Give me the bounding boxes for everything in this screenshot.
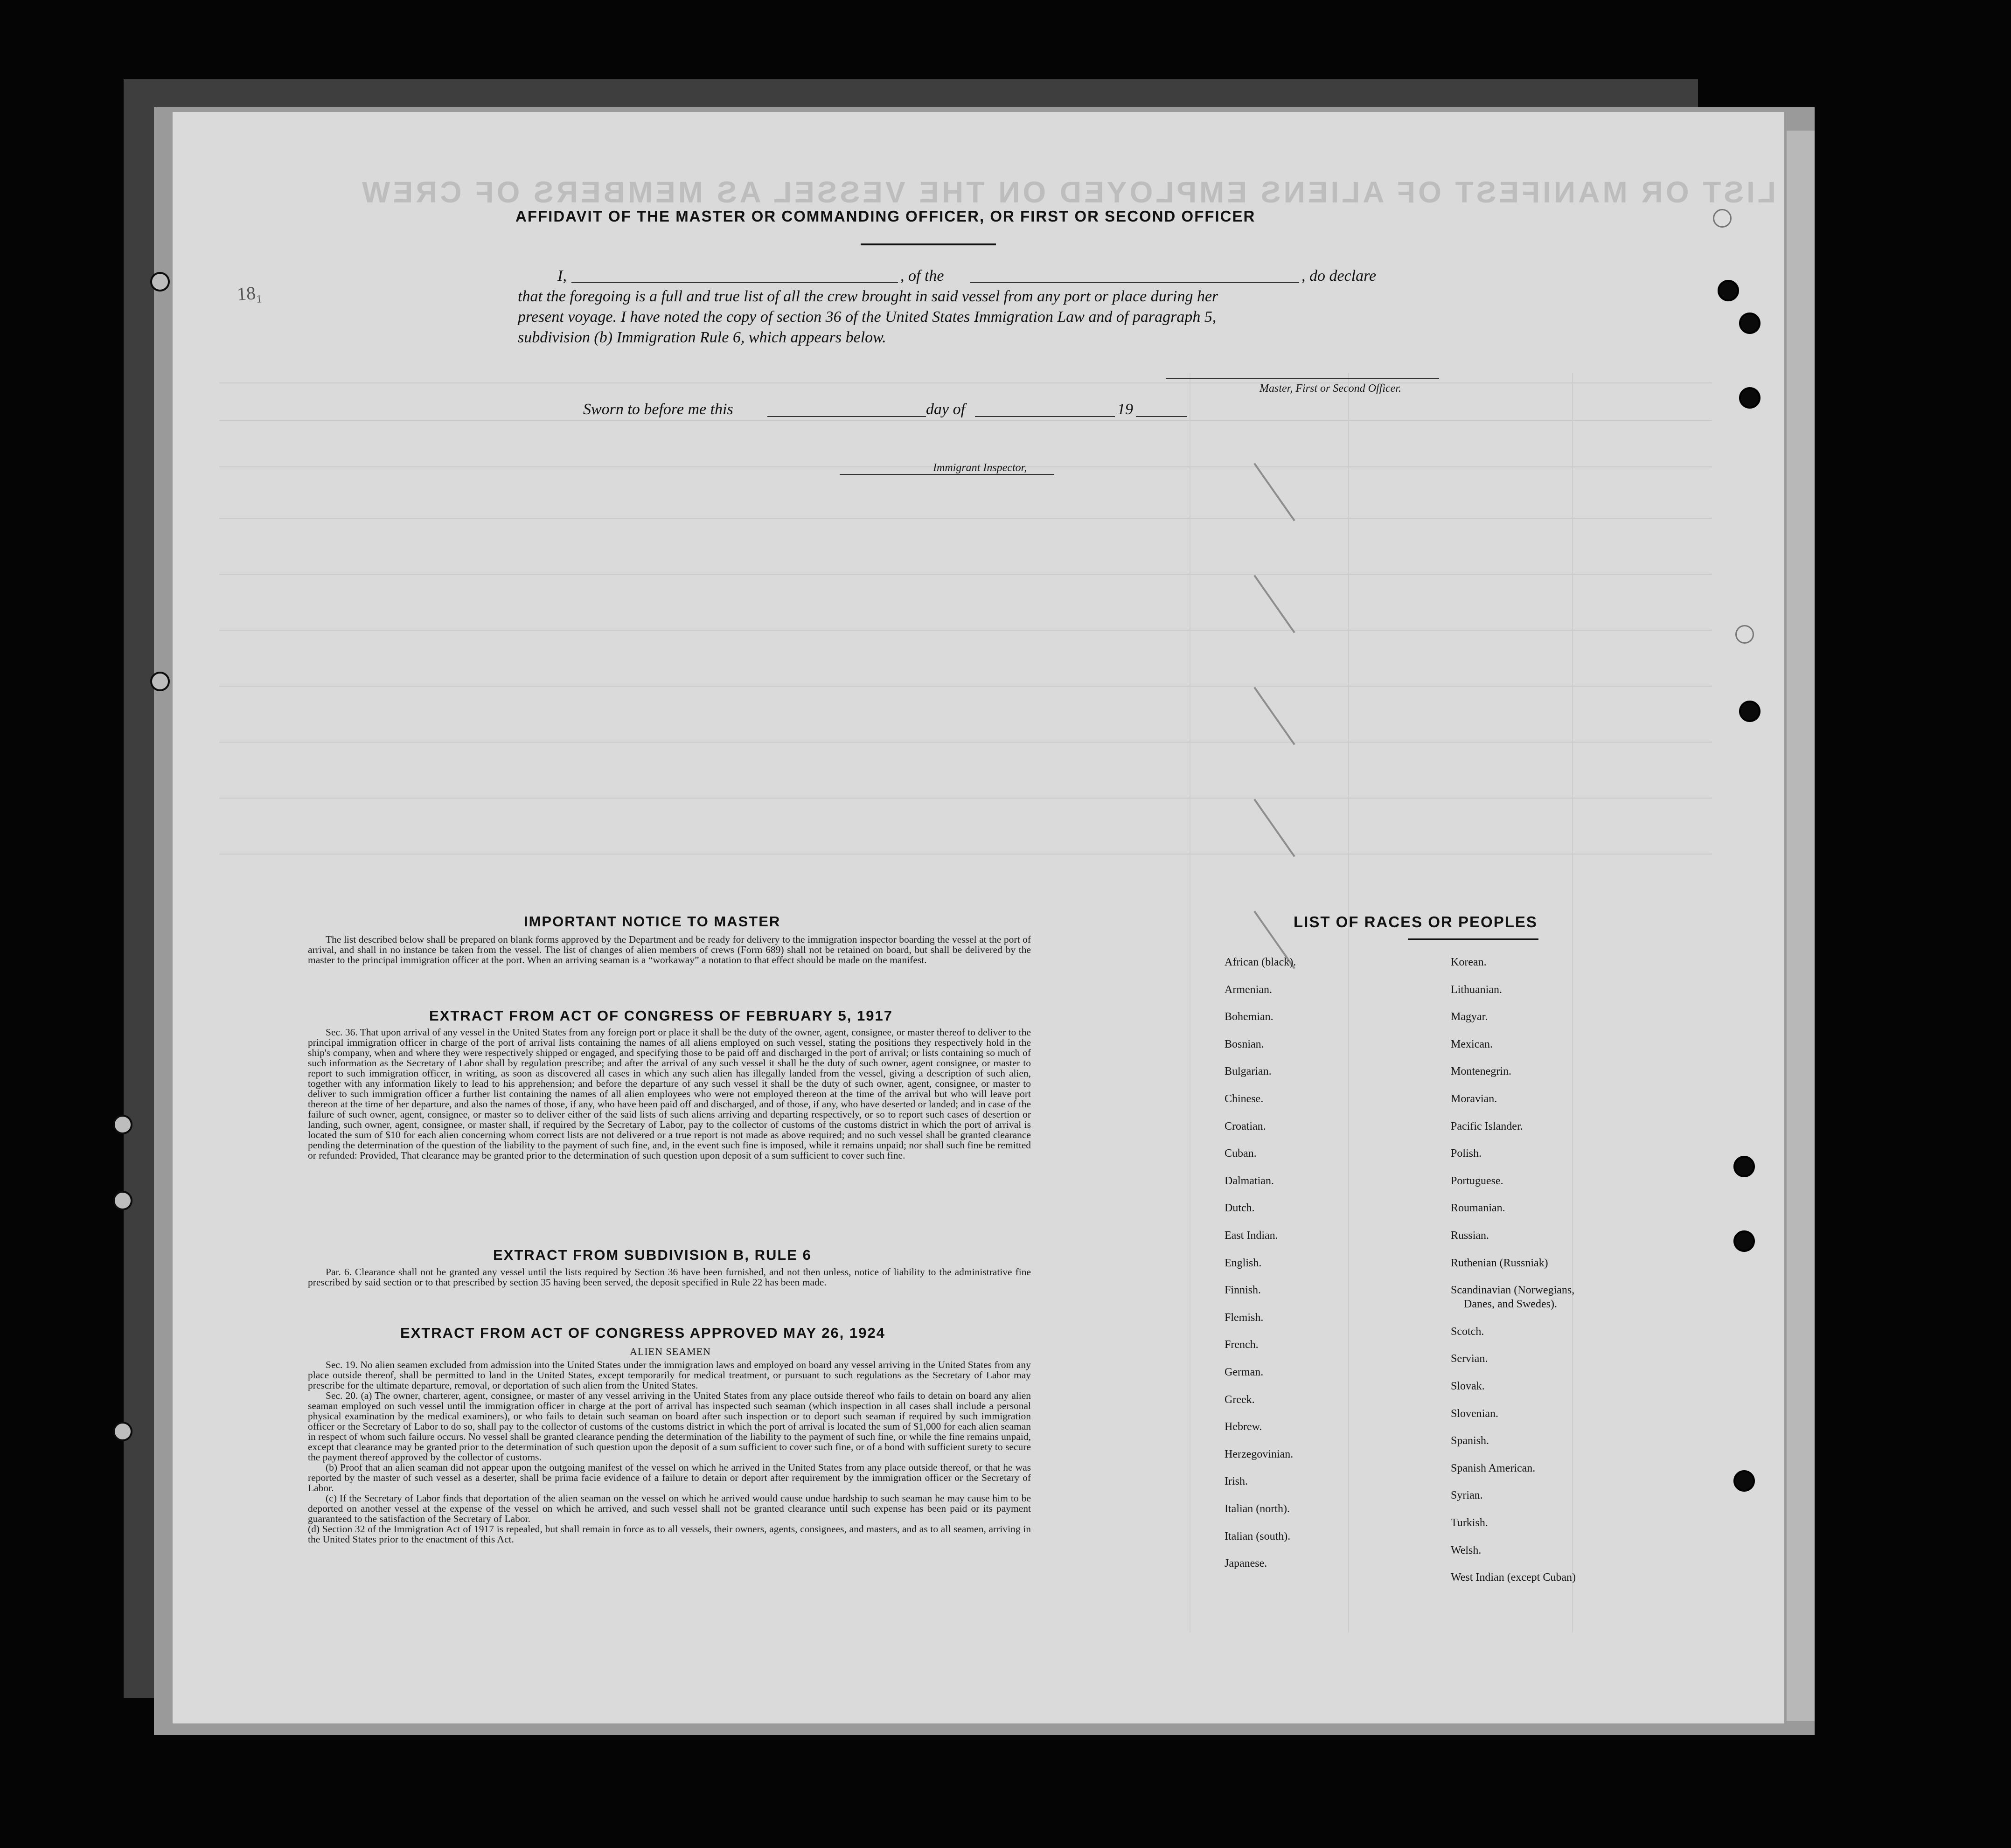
race-entry: Dalmatian. — [1225, 1174, 1274, 1187]
race-entry: Irish. — [1225, 1475, 1248, 1488]
race-entry: Slovenian. — [1451, 1407, 1498, 1420]
section-36-paragraph: Sec. 36. That upon arrival of any vessel in the United States from any foreign port or place it shall be the duty of the owner, agent, consignee, or master thereof to deliver to the principal immigration officer in charge of the port of arrival lists containing the names of all aliens employed on such vessel, stating the positions they respectively hold in the ship's company, when and where they were respectively shipped or engaged, and specifying those to be paid off and discharged in the port of arrival; or lists containing so much of such information as the Secretary of Labor shall by regulation prescribe; and after the arrival of any such vessel it shall be the duty of such owner, agent consignee, or master to report to such immigration officer, in writing, as soon as discovered all cases in which any such alien has illegally landed from the vessel, giving a description of such alien, together with any information likely to lead to his apprehension; and before the departure of any such vessel it shall be the duty of such owner, agent, consignee, or master to deliver to such immigration officer a further list containing the names of all alien employees who were not employed thereon at the time of the arrival but who will leave port thereon at the time of her departure, and also the names of those, if any, who have been paid off and discharged, and of those, if any, who have deserted or landed; and in case of the failure of such owner, agent, consignee, or master so to deliver either of the said lists of such aliens arriving and departing respectively, or so to report such cases of desertion or landing, such owner, agent, consignee, or master shall, if required by the Secretary of Labor, pay to the collector of customs of the customs district in which the port of arrival is located the sum of $10 for each alien concerning whom correct lists are not delivered or a true report is not made as above required; and no such vessel shall be granted clearance pending the determination of the question of the liability to the payment of such fine, and, in the event such fine is imposed, while it remains unpaid; nor shall such fine be remitted or refunded: Provided, That clearance may be granted prior to the determination of such question upon deposit of a sum sufficient to cover such fine. — [308, 1027, 1031, 1161]
notice-title: IMPORTANT NOTICE TO MASTER — [524, 913, 781, 930]
extract-1917-text — [308, 1027, 1031, 1160]
race-entry: Croatian. — [1225, 1120, 1266, 1132]
bleed-through-column — [1348, 373, 1349, 1633]
sworn-month-line[interactable] — [975, 416, 1115, 417]
race-entry: West Indian (except Cuban) — [1451, 1571, 1576, 1584]
race-entry: Danes, and Swedes). — [1464, 1298, 1557, 1311]
section-20c-paragraph: (c) If the Secretary of Labor finds that deportation of the alien seaman on the vessel on which he arrived would cause undue hardship to such seaman he may cause him to be deported on another vessel at the expense of the vessel on which he arrived, and such vessel shall not be granted clearance until such expense has been paid or its payment guaranteed to the satisfaction of the Secretary of Labor. — [308, 1493, 1031, 1524]
manifest-page — [173, 112, 1784, 1723]
bleed-through-rule — [219, 854, 1712, 855]
race-entry: Portuguese. — [1451, 1174, 1503, 1187]
race-entry: Greek. — [1225, 1393, 1255, 1406]
race-entry: Moravian. — [1451, 1093, 1497, 1105]
race-entry: German. — [1225, 1366, 1264, 1378]
binder-hole — [113, 1115, 132, 1134]
race-entry: Armenian. — [1225, 983, 1272, 996]
binder-hole — [113, 1422, 132, 1441]
bleed-through-tick — [1253, 463, 1295, 521]
binder-hole — [1739, 313, 1760, 334]
section-20d-paragraph: (d) Section 32 of the Immigration Act of 1917 is repealed, but shall remain in force as to all vessels, their owners, agents, consignees, and masters, and as to all seamen, arriving in the United States prior to the enactment of this Act. — [308, 1523, 1031, 1545]
race-entry: Chinese. — [1225, 1093, 1264, 1105]
extract-1917-title: EXTRACT FROM ACT OF CONGRESS OF FEBRUARY 5, 1917 — [429, 1007, 893, 1024]
affidavit-declare-label: , do declare — [1301, 267, 1377, 285]
race-entry: African (black). — [1225, 956, 1296, 968]
notice-paragraph: The list described below shall be prepared on blank forms approved by the Department and be ready for delivery to the immigration inspector boarding the vessel at the port of arrival, and shall in no instance be taken from the vessel. The list of changes of alien members of crews (Form 689) shall not be retained on board, but shall be delivered by the master to the principal immigration officer at the port. When an arriving seaman is a “workaway” a notation to that effect should be made on the manifest. — [308, 934, 1031, 966]
bleed-through-rule — [219, 420, 1712, 421]
bleed-through-heading: LIST OR MANIFEST OF ALIENS EMPLOYED ON THE VESSEL AS MEMBERS OF CREW — [359, 175, 1776, 209]
race-entry: English. — [1225, 1257, 1262, 1269]
vessel-blank-line[interactable] — [970, 282, 1299, 283]
binder-hole — [150, 272, 170, 292]
bleed-through-rule — [219, 686, 1712, 687]
race-entry: Herzegovinian. — [1225, 1448, 1294, 1460]
race-entry: Turkish. — [1451, 1517, 1488, 1529]
affidavit-title: AFFIDAVIT OF THE MASTER OR COMMANDING OFFICER, OR FIRST OR SECOND OFFICER — [515, 208, 1256, 225]
race-entry: Hebrew. — [1225, 1421, 1262, 1433]
day-of-label: day of — [926, 401, 966, 418]
binder-hole — [1733, 1470, 1755, 1492]
race-entry: Bohemian. — [1225, 1011, 1273, 1023]
race-entry: Finnish. — [1225, 1284, 1261, 1297]
affidavit-of-the-label: , of the — [900, 267, 944, 285]
race-entry: Montenegrin. — [1451, 1065, 1511, 1078]
race-entry: Scotch. — [1451, 1325, 1484, 1338]
master-signature-line[interactable] — [1166, 378, 1439, 379]
race-entry: Scandinavian (Norwegians, — [1451, 1284, 1575, 1297]
extract-rule6-title: EXTRACT FROM SUBDIVISION B, RULE 6 — [493, 1247, 812, 1263]
binder-hole — [1733, 1230, 1755, 1252]
affidavit-line-3: present voyage. I have noted the copy of section 36 of the United States Immigration Law and of paragraph 5, — [518, 308, 1217, 326]
race-entry: Spanish American. — [1451, 1462, 1536, 1474]
race-entry: Ruthenian (Russniak) — [1451, 1257, 1548, 1269]
race-entry: Flemish. — [1225, 1311, 1264, 1324]
race-entry: Magyar. — [1451, 1011, 1488, 1023]
section-19-paragraph: Sec. 19. No alien seamen excluded from admission into the United States under the immigration laws and employed on board any vessel arriving in the United States from any place outside thereof, shall be permitted to land in the United States, except temporarily for medical treatment, or pursuant to such regulations as the Secretary of Labor may prescribe for the ultimate departure, removal, or deportation of such alien from the United States. — [308, 1359, 1031, 1391]
race-entry: Lithuanian. — [1451, 983, 1502, 996]
inspector-label: Immigrant Inspector, — [933, 462, 1027, 474]
underlying-sheet-edge — [1787, 131, 1815, 1721]
sworn-year-line[interactable] — [1136, 416, 1187, 417]
name-blank-line[interactable] — [571, 282, 898, 283]
race-entry: French. — [1225, 1339, 1259, 1351]
bleed-through-tick — [1253, 687, 1295, 745]
notice-text — [308, 934, 1031, 965]
race-entry: Spanish. — [1451, 1435, 1489, 1447]
race-entry: Japanese. — [1225, 1557, 1267, 1570]
race-entry: Mexican. — [1451, 1038, 1493, 1050]
bleed-through-rule — [219, 574, 1712, 575]
title-underline — [861, 243, 996, 245]
races-underline — [1408, 938, 1538, 940]
race-entry: Russian. — [1451, 1230, 1489, 1242]
binder-hole — [113, 1191, 132, 1210]
bleed-through-tick — [1253, 575, 1295, 633]
race-entry: East Indian. — [1225, 1230, 1278, 1242]
bleed-through-column — [1572, 373, 1573, 1633]
race-entry: Italian (north). — [1225, 1503, 1290, 1515]
margin-number-stamp: 18₁ — [236, 282, 263, 305]
affidavit-line-2: that the foregoing is a full and true list of all the crew brought in said vessel from any port or place during her — [518, 288, 1218, 305]
sworn-day-line[interactable] — [767, 416, 926, 417]
race-entry: Slovak. — [1451, 1380, 1485, 1392]
extract-rule6-text — [308, 1267, 1031, 1287]
binder-hole — [1713, 209, 1732, 228]
race-entry: Pacific Islander. — [1451, 1120, 1523, 1132]
race-entry: Bosnian. — [1225, 1038, 1264, 1050]
binder-hole — [1739, 387, 1760, 409]
race-entry: Polish. — [1451, 1147, 1482, 1160]
binder-hole — [1735, 625, 1754, 644]
binder-hole — [150, 672, 170, 691]
extract-1924-text — [308, 1360, 1031, 1544]
race-entry: Korean. — [1451, 956, 1487, 968]
races-title: LIST OF RACES OR PEOPLES — [1294, 913, 1538, 931]
section-20b-paragraph: (b) Proof that an alien seaman did not appear upon the outgoing manifest of the vessel on which he arrived in the United States from any place outside thereof, or that he was reported by the master of such vessel as a deserter, shall be prima facie evidence of a failure to detain or deport after requirement by the immigration officer or the Secretary of Labor. — [308, 1462, 1031, 1494]
alien-seamen-subtitle: ALIEN SEAMEN — [630, 1346, 711, 1357]
master-signature-label: Master, First or Second Officer. — [1259, 382, 1401, 395]
year-prefix: 19 — [1117, 401, 1133, 418]
bleed-through-rule — [219, 798, 1712, 799]
bleed-through-tick — [1253, 799, 1295, 857]
bleed-through-rule — [219, 382, 1712, 383]
sworn-label: Sworn to before me this — [583, 401, 733, 418]
affidavit-i-label: I, — [557, 267, 567, 285]
bleed-through-rule — [219, 742, 1712, 743]
bleed-through-rule — [219, 518, 1712, 519]
extract-1924-title: EXTRACT FROM ACT OF CONGRESS APPROVED MAY 26, 1924 — [400, 1325, 885, 1341]
race-entry: Roumanian. — [1451, 1202, 1505, 1215]
binder-hole — [1718, 280, 1739, 301]
binder-hole — [1733, 1156, 1755, 1177]
section-20a-paragraph: Sec. 20. (a) The owner, charterer, agent, consignee, or master of any vessel arriving in the United States from any place outside thereof who fails to detain on board any alien seaman employed on such vessel until the immigration officer in charge at the port of arrival has inspected such seaman (which inspection in all cases shall include a personal physical examination by the medical examiners), or who fails to detain such seaman on board after such inspection or to deport such seaman if required by such immigration officer or the Secretary of Labor to do so, shall pay to the collector of customs of the customs district in which the port of arrival is located the sum of $1,000 for each alien seaman in respect of whom such failure occurs. No vessel shall be granted clearance pending the determination of the liability to the payment of such fine, or while the fine remains unpaid, except that clearance may be granted prior to the determination of such question upon the deposit of a sum sufficient to cover such fine, or of a bond with sufficient surety to secure the payment thereof approved by the collector of customs. — [308, 1390, 1031, 1463]
race-entry: Syrian. — [1451, 1489, 1483, 1502]
rule6-paragraph: Par. 6. Clearance shall not be granted any vessel until the lists required by Section 36 have been furnished, and not then unless, notice of liability to the administrative fine prescribed by said section or to that prescribed by section 35 having been served, the deposit specified in Rule 22 has been made. — [308, 1266, 1031, 1288]
binder-hole — [1739, 701, 1760, 722]
bleed-through-rule — [219, 630, 1712, 631]
race-entry: Bulgarian. — [1225, 1065, 1272, 1078]
race-entry: Cuban. — [1225, 1147, 1257, 1160]
race-entry: Dutch. — [1225, 1202, 1255, 1215]
race-entry: Welsh. — [1451, 1544, 1482, 1556]
affidavit-line-4: subdivision (b) Immigration Rule 6, which appears below. — [518, 329, 886, 346]
race-entry: Italian (south). — [1225, 1530, 1291, 1542]
race-entry: Servian. — [1451, 1353, 1488, 1365]
